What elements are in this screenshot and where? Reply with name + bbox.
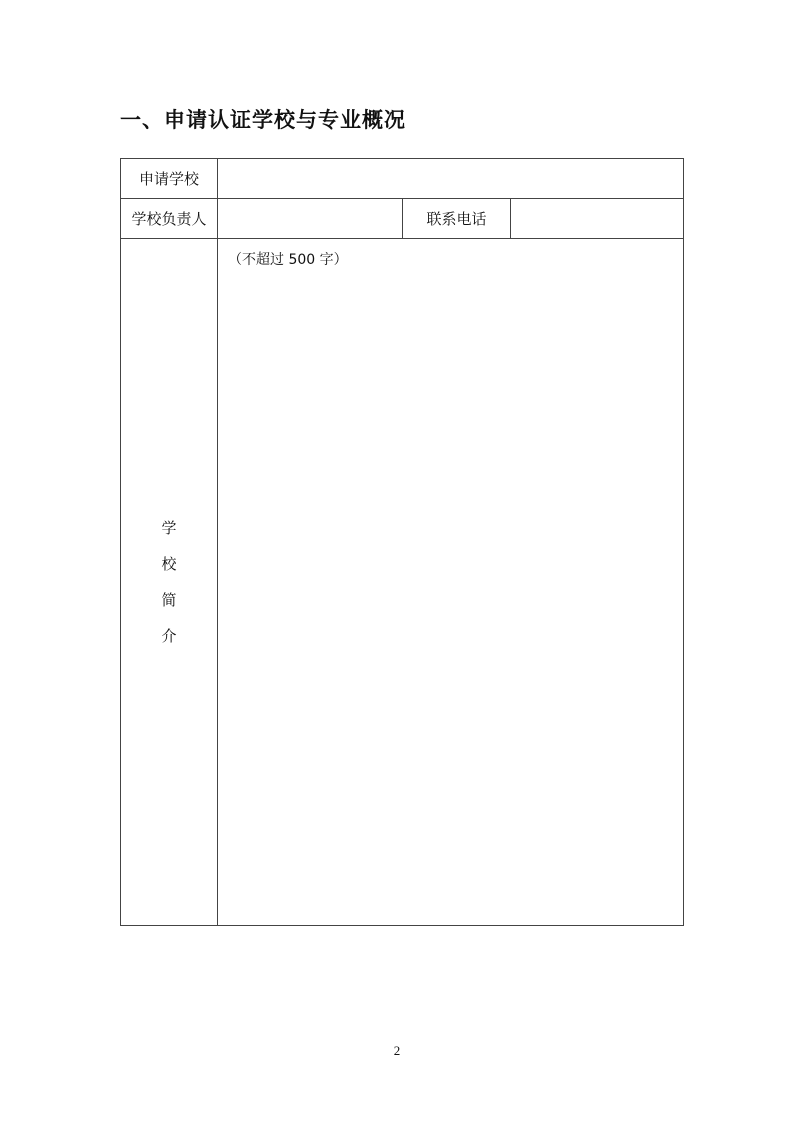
section-heading: 一、申请认证学校与专业概况 xyxy=(120,108,406,132)
intro-hint: （不超过 500 字） xyxy=(228,252,348,268)
head-label: 学校负责人 xyxy=(121,199,218,239)
head-field[interactable] xyxy=(218,199,403,239)
intro-label-text xyxy=(159,510,179,654)
row-school xyxy=(121,159,684,199)
page-number: 2 xyxy=(393,1043,401,1058)
intro-label-char: 校 xyxy=(161,555,177,573)
intro-field[interactable] xyxy=(218,239,684,926)
row-intro xyxy=(121,239,684,926)
phone-label: 联系电话 xyxy=(403,199,511,239)
intro-label xyxy=(121,239,218,926)
phone-field[interactable] xyxy=(511,199,684,239)
intro-label-char: 学 xyxy=(161,519,177,537)
school-field[interactable] xyxy=(218,159,684,199)
school-label: 申请学校 xyxy=(121,159,218,199)
intro-label-char: 简 xyxy=(161,591,177,609)
intro-label-char: 介 xyxy=(161,627,177,645)
row-head-phone xyxy=(121,199,684,239)
school-info-form xyxy=(120,158,684,926)
